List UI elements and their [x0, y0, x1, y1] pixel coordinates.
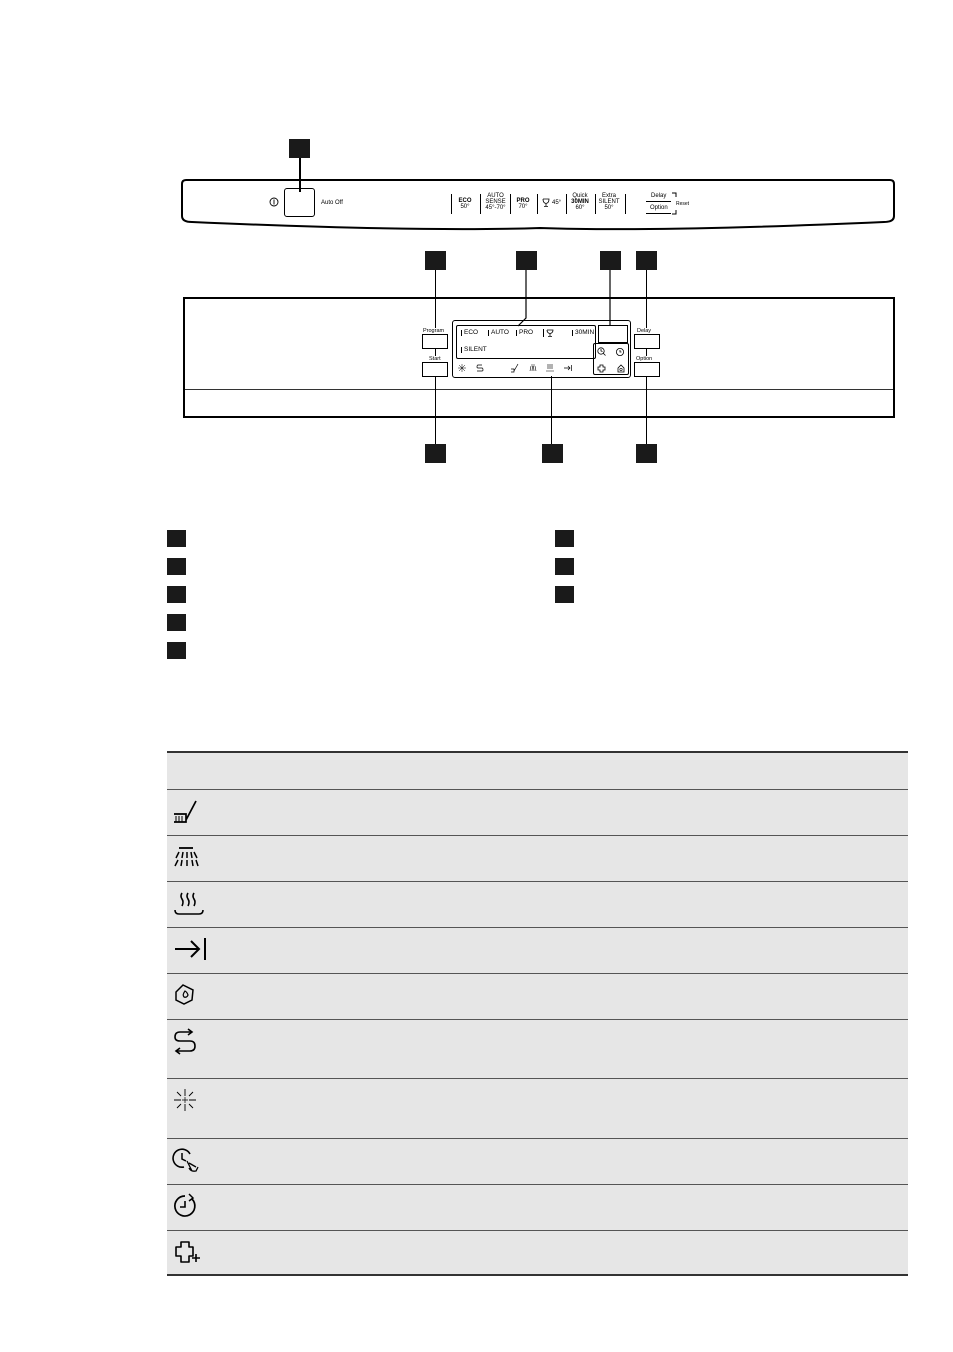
table-row: [167, 927, 908, 973]
sparkle-icon: [458, 364, 466, 372]
delay-label: Delay: [637, 328, 652, 334]
rinse-aid-icon: [616, 364, 626, 374]
prog-eco[interactable]: [454, 198, 476, 210]
symbols-table: [167, 751, 908, 1276]
prog-auto-line1: AUTO: [487, 193, 504, 199]
salt-icon: [597, 364, 607, 374]
table-cell-icon: [167, 1184, 212, 1230]
table-row: [167, 835, 908, 881]
prog-silent-line1: Extra: [601, 193, 616, 199]
table-cell-icon: [167, 1230, 212, 1275]
brush-icon: [510, 363, 519, 373]
prog-separator: [480, 194, 481, 214]
heat-icon: [545, 363, 555, 373]
time-manager-icon: [597, 347, 607, 357]
table-header-cell: [167, 752, 908, 789]
top-option-underline: [646, 213, 671, 214]
prog-silent-line2: SILENT: [598, 199, 620, 205]
table-cell-icon: [167, 835, 212, 881]
legend-marker-4: [167, 614, 186, 631]
table-header-row: [167, 752, 908, 789]
reset-label: Reset: [676, 201, 690, 207]
callout-marker-5: [636, 251, 657, 270]
table-cell-icon: [167, 1078, 212, 1138]
glass-indicator: [543, 329, 554, 337]
legend-marker-8: [555, 586, 574, 603]
end-arrow-icon: [563, 364, 573, 372]
table-cell-text: [212, 1138, 908, 1184]
top-delay-label[interactable]: Delay: [651, 193, 667, 199]
table-cell-text: [212, 1184, 908, 1230]
wine-glass-icon: [546, 329, 554, 337]
loop-arrows-icon: [476, 363, 484, 373]
power-icon: [269, 197, 279, 207]
prog-quick-line2: 30MIN: [571, 199, 589, 205]
prog-quick[interactable]: [567, 193, 593, 211]
start-button[interactable]: [422, 362, 448, 377]
loop-arrows-icon: [172, 1028, 198, 1056]
power-button[interactable]: [284, 188, 315, 217]
time-manager-icon: [172, 1147, 200, 1175]
table-cell-text: [212, 927, 908, 973]
rinse-aid-icon: [172, 982, 196, 1008]
table-cell-text: [212, 881, 908, 927]
option-button[interactable]: [634, 362, 660, 377]
quick-indicator: 30MIN: [572, 330, 594, 336]
table-cell-text: [212, 789, 908, 835]
table-cell-icon: [167, 1019, 212, 1078]
wine-glass-icon: [542, 198, 550, 207]
callout-marker-7: [542, 444, 563, 463]
table-cell-text: [212, 1230, 908, 1275]
table-cell-text: [212, 1019, 908, 1078]
prog-extra-silent[interactable]: [596, 193, 622, 211]
table-row: [167, 1184, 908, 1230]
prog-glass[interactable]: [542, 198, 566, 208]
legend-marker-5: [167, 642, 186, 659]
table-row: [167, 881, 908, 927]
delay-clock-icon: [172, 1193, 198, 1219]
prog-quick-line1: Quick: [572, 193, 588, 199]
prog-separator: [625, 194, 626, 214]
prog-glass-temp: 45°: [552, 200, 562, 206]
table-cell-icon: [167, 1138, 212, 1184]
table-cell-text: [212, 835, 908, 881]
callout-marker-1: [289, 139, 310, 158]
pro-indicator: PRO: [516, 330, 533, 336]
table-cell-icon: [167, 881, 212, 927]
status-icons-row: [456, 362, 592, 374]
legend-left: [167, 530, 187, 660]
table-row: [167, 1078, 908, 1138]
prog-pro-temp: 70°: [518, 204, 528, 210]
sparkle-icon: [172, 1087, 198, 1113]
salt-icon: [172, 1239, 202, 1267]
prog-silent-temp: 50°: [604, 205, 614, 211]
legend-marker-3: [167, 586, 186, 603]
start-label: Start: [429, 356, 441, 362]
prog-separator: [510, 194, 511, 214]
table-row: [167, 789, 908, 835]
program-button[interactable]: [422, 334, 448, 349]
digit-display: [598, 325, 628, 343]
legend-marker-7: [555, 558, 574, 575]
table-cell-icon: [167, 973, 212, 1019]
legend-marker-6: [555, 530, 574, 547]
auto-off-label: Auto Off: [321, 200, 343, 206]
top-option-label[interactable]: Option: [650, 205, 668, 211]
legend-marker-2: [167, 558, 186, 575]
callout-marker-2: [425, 251, 446, 270]
silent-indicator: SILENT: [461, 347, 487, 353]
table-cell-text: [212, 973, 908, 1019]
eco-indicator: ECO: [461, 330, 478, 336]
prog-auto-sense[interactable]: [482, 193, 509, 211]
auto-indicator: AUTO: [488, 330, 509, 336]
spray-icon: [528, 363, 538, 373]
table-cell-icon: [167, 927, 212, 973]
prog-auto-temp: 45°-70°: [485, 205, 506, 211]
prog-auto-line2: SENSE: [485, 199, 506, 205]
table-cell-icon: [167, 789, 212, 835]
top-delay-underline: [646, 201, 671, 202]
prog-eco-temp: 50°: [460, 204, 470, 210]
front-panel-divider: [185, 389, 893, 390]
heat-icon: [172, 890, 206, 918]
table-row: [167, 1138, 908, 1184]
legend-marker-1: [167, 530, 186, 547]
brush-icon: [172, 798, 198, 824]
legend-right: [555, 530, 575, 610]
table-row: [167, 1019, 908, 1078]
callout-marker-8: [636, 444, 657, 463]
table-row: [167, 1230, 908, 1275]
spray-icon: [172, 844, 200, 870]
prog-pro[interactable]: [512, 198, 534, 210]
prog-pro-name: PRO: [516, 198, 530, 204]
option-label: Option: [636, 356, 653, 362]
callout-line-7: [551, 376, 552, 446]
program-label: Program: [423, 328, 445, 334]
callout-line-4: [600, 268, 620, 328]
prog-quick-temp: 60°: [575, 205, 585, 211]
prog-separator: [537, 194, 538, 214]
end-arrow-icon: [172, 936, 208, 962]
table-cell-text: [212, 1078, 908, 1138]
delay-button[interactable]: [634, 334, 660, 349]
prog-eco-name: ECO: [458, 198, 472, 204]
table-row: [167, 973, 908, 1019]
prog-separator: [451, 194, 452, 214]
callout-marker-6: [425, 444, 446, 463]
delay-clock-icon: [615, 347, 625, 357]
